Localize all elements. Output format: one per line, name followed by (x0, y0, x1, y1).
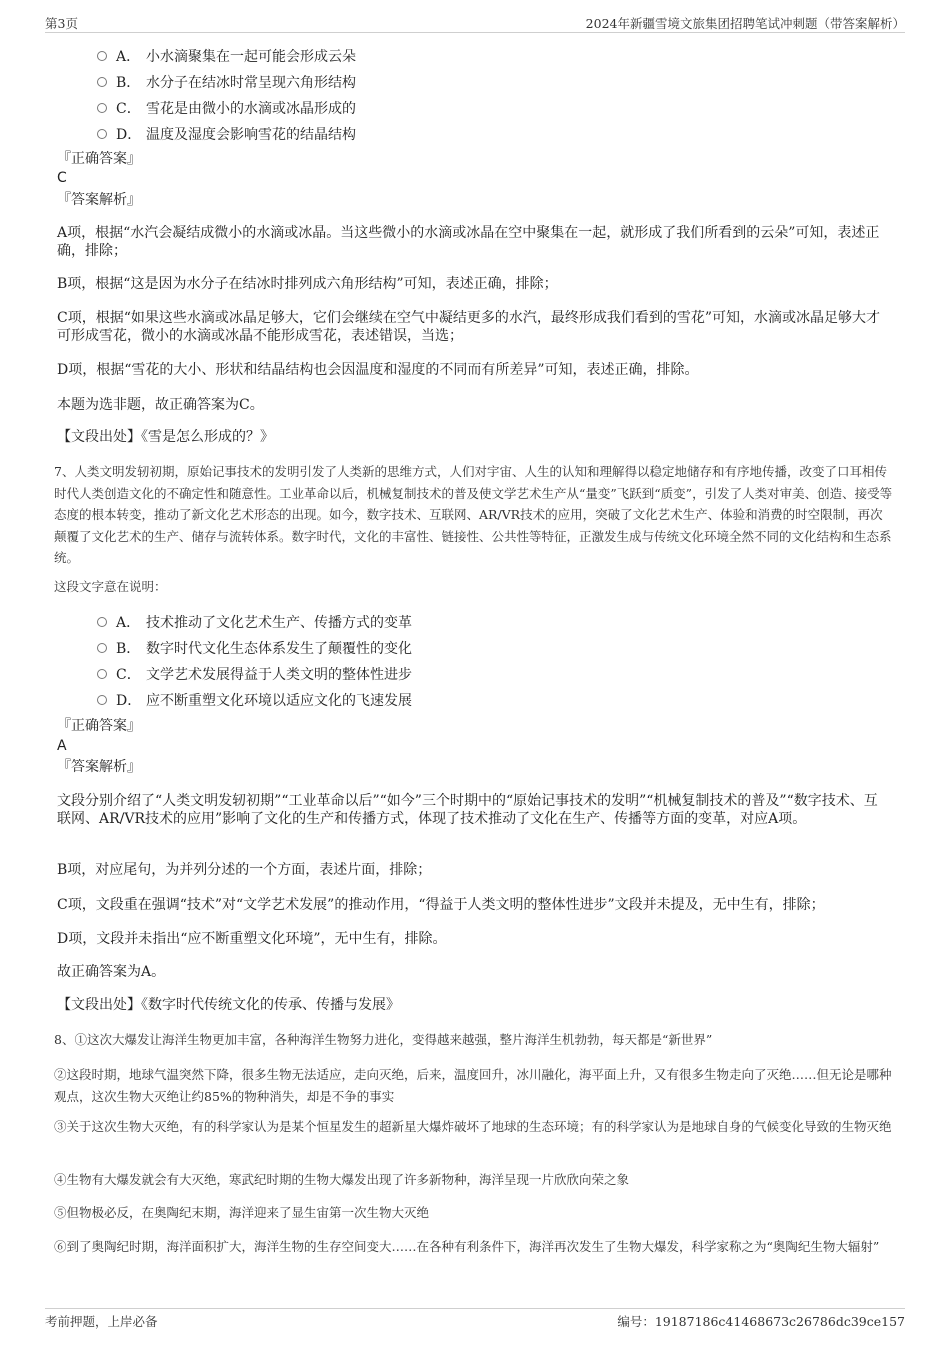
q7-option-a[interactable]: A． 技术推动了文化艺术生产、传播方式的变革 (97, 614, 412, 632)
footer-divider (45, 1308, 905, 1309)
q7-analysis-c: C项，文段重在强调“技术”对“文学艺术发展”的推动作用，“得益于人类文明的整体性进步”文段并未提及，无中生有，排除； (57, 897, 825, 913)
q8-item-1: 8、①这次大爆发让海洋生物更加丰富，各种海洋生物努力进化，变得越来越强，整片海洋生机勃勃，每天都是“新世界” (54, 1032, 713, 1047)
q7-answer: A (57, 738, 67, 754)
q7-analysis-main: 文段分别介绍了“人类文明发轫初期”“工业革命以后”“如今”三个时期中的“原始记事技术的发明”“机械复制技术的普及”“数字技术、互联网、AR/VR技术的应用”影响了文化的生产和传播方式，体现了技术推动了文化在生产、传播等方面的变革，对应A项。 (57, 793, 878, 827)
page-number: 第3页 (45, 16, 78, 31)
radio-icon[interactable] (97, 77, 107, 87)
q8-item-3: ③关于这次生物大灭绝，有的科学家认为是某个恒星发生的超新星大爆炸破坏了地球的生态环境；有的科学家认为是地球自身的气候变化导致的生物灭绝 (54, 1119, 892, 1134)
q8-item-2: ②这段时期，地球气温突然下降，很多生物无法适应，走向灭绝，后来，温度回升，冰川融化，海平面上升，又有很多生物走向了灭绝……但无论是哪种观点，这次生物大灭绝让约85%的物种消失，却是不争的事实 (54, 1067, 892, 1104)
q8-item-6: ⑥到了奥陶纪时期，海洋面积扩大，海洋生物的生存空间变大……在各种有利条件下，海洋再次发生了生物大爆发，科学家称之为“奥陶纪生物大辐射” (54, 1239, 880, 1254)
q7-option-b[interactable]: B． 数字时代文化生态体系发生了颠覆性的变化 (97, 640, 412, 658)
q6-conclusion: 本题为选非题，故正确答案为C。 (57, 397, 264, 413)
q6-option-b[interactable]: B． 水分子在结冰时常呈现六角形结构 (97, 74, 356, 92)
q6-analysis-label: 『答案解析』 (57, 192, 141, 208)
radio-icon[interactable] (97, 617, 107, 627)
page-footer (45, 1312, 905, 1332)
radio-icon[interactable] (97, 51, 107, 61)
radio-icon[interactable] (97, 669, 107, 679)
footer-slogan: 考前押题，上岸必备 (45, 1314, 158, 1329)
q7-option-d[interactable]: D． 应不断重塑文化环境以适应文化的飞速发展 (97, 692, 412, 710)
q7-analysis-b: B项，对应尾句，为并列分述的一个方面，表述片面，排除； (57, 862, 432, 878)
q8-item-5: ⑤但物极必反，在奥陶纪末期，海洋迎来了显生宙第一次生物大灭绝 (54, 1205, 430, 1220)
q7-source: 【文段出处】《数字时代传统文化的传承、传播与发展》 (57, 997, 400, 1013)
header-divider (45, 32, 905, 33)
q7-conclusion: 故正确答案为A。 (57, 964, 166, 980)
document-title: 2024年新疆雪境文旅集团招聘笔试冲刺题（带答案解析） (585, 16, 905, 31)
q6-analysis-a: A项，根据“水汽会凝结成微小的水滴或冰晶。当这些微小的水滴或冰晶在空中聚集在一起，就形成了我们所看到的云朵”可知，表述正确，排除； (57, 225, 880, 259)
radio-icon[interactable] (97, 695, 107, 705)
radio-icon[interactable] (97, 643, 107, 653)
q6-option-a[interactable]: A． 小水滴聚集在一起可能会形成云朵 (97, 48, 356, 66)
q7-option-c[interactable]: C． 文学艺术发展得益于人类文明的整体性进步 (97, 666, 412, 684)
q8-item-4: ④生物有大爆发就会有大灭绝，寒武纪时期的生物大爆发出现了许多新物种，海洋呈现一片欣欣向荣之象 (54, 1172, 630, 1187)
q6-analysis-c: C项，根据“如果这些水滴或冰晶足够大，它们会继续在空气中凝结更多的水汽，最终形成我们看到的雪花”可知，水滴或冰晶足够大才可形成雪花，微小的水滴或冰晶不能形成雪花，表述错误，当选； (57, 310, 881, 344)
q6-analysis-b: B项，根据“这是因为水分子在结冰时排列成六角形结构”可知，表述正确，排除； (57, 276, 558, 292)
q7-analysis-label: 『答案解析』 (57, 759, 141, 775)
q7-stem: 7、人类文明发轫初期，原始记事技术的发明引发了人类新的思维方式，人们对宇宙、人生的认知和理解得以稳定地储存和有序地传播，改变了口耳相传时代人类创造文化的不确定性和随意性。工业革命以后，机械复制技术的普及使文学艺术生产从“量变”飞跃到“质变”，引发了人类对审美、创造、接受等态度的根本转变，推动了新文化艺术形态的出现。如今，数字技术、互联网、AR/VR技术的应用，突破了文化艺术生产、体验和消费的时空限制，再次颠覆了文化艺术的生产、储存与流转体系。数字时代，文化的丰富性、链接性、公共性等特征，正激发生成与传统文化环境全然不同的文化结构和生态系统。 (54, 464, 893, 566)
q6-source: 【文段出处】《雪是怎么形成的？》 (57, 429, 274, 445)
q6-option-d[interactable]: D． 温度及湿度会影响雪花的结晶结构 (97, 126, 356, 144)
q7-prompt: 这段文字意在说明： (54, 579, 167, 594)
q7-analysis-d: D项，文段并未指出“应不断重塑文化环境”，无中生有，排除。 (57, 931, 447, 947)
page-header (45, 14, 905, 34)
q7-answer-label: 『正确答案』 (57, 718, 141, 734)
q6-analysis-d: D项，根据“雪花的大小、形状和结晶结构也会因温度和湿度的不同而有所差异”可知，表述正确，排除。 (57, 362, 699, 378)
radio-icon[interactable] (97, 103, 107, 113)
document-id: 编号：19187186c41468673c26786dc39ce157 (617, 1314, 905, 1329)
q6-option-c[interactable]: C． 雪花是由微小的水滴或冰晶形成的 (97, 100, 356, 118)
q6-answer: C (57, 170, 67, 186)
q6-answer-label: 『正确答案』 (57, 151, 141, 167)
radio-icon[interactable] (97, 129, 107, 139)
